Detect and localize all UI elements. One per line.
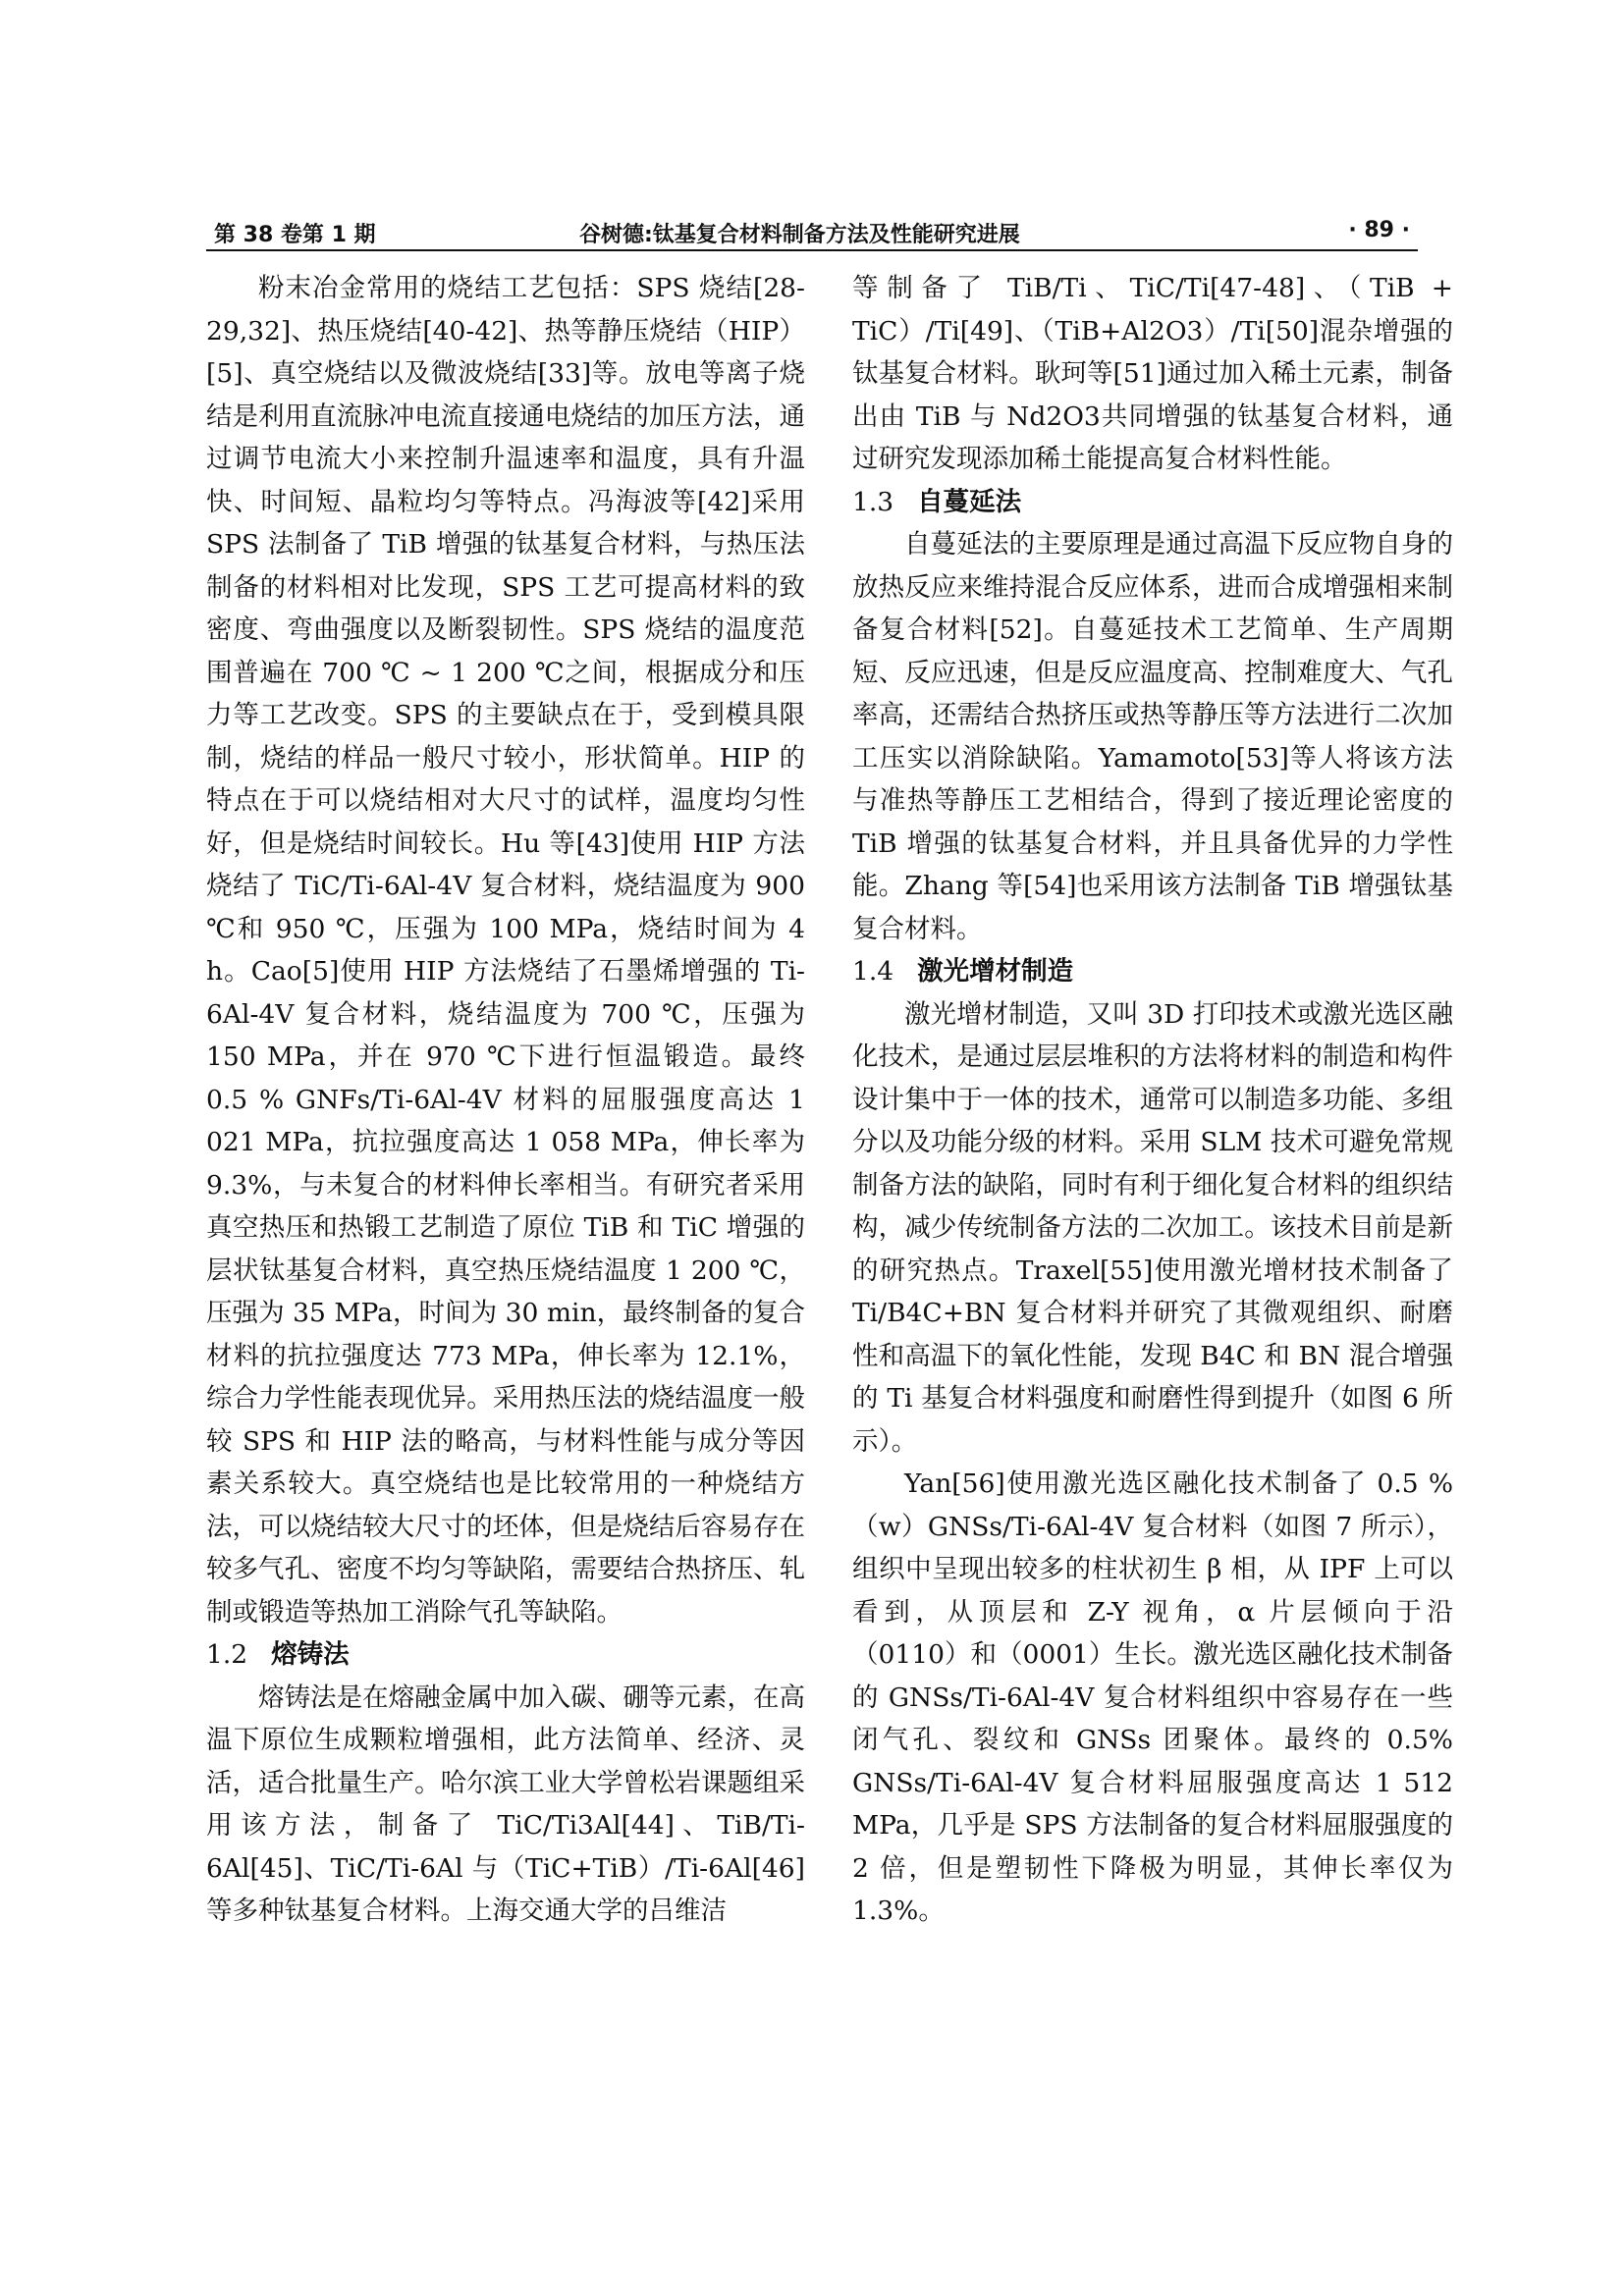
section-title: 自蔓延法	[917, 486, 1022, 517]
paragraph-shs: 自蔓延法的主要原理是通过高温下反应物自身的放热反应来维持混合反应体系，进而合成增强相来制备复合材料[52]。自蔓延技术工艺简单、生产周期短、反应迅速，但是反应温度高、控制难度大、气孔率高，还需结合热挤压或热等静压等方法进行二次加工压实以消除缺陷。Yamamoto[53]等人将该方法与准热等静压工艺相结合，得到了接近理论密度的 TiB 增强的钛基复合材料，并且具备优异的力学性能。Zhang 等[54]也采用该方法制备 TiB 增强钛基复合材料。	[852, 529, 1453, 944]
section-heading-1-3	[852, 481, 1453, 524]
left-column	[206, 267, 805, 1933]
right-column	[852, 267, 1453, 1933]
section-title: 激光增材制造	[917, 956, 1074, 987]
section-number: 1.3	[852, 486, 894, 517]
section-number: 1.2	[206, 1639, 248, 1670]
paragraph-powder-metallurgy: 粉末冶金常用的烧结工艺包括：SPS 烧结[28-29,32]、热压烧结[40-42]、热等静压烧结（HIP）[5]、真空烧结以及微波烧结[33]等。放电等离子烧结是利用直流脉冲电流直接通电烧结的加压方法，通过调节电流大小来控制升温速率和温度，具有升温快、时间短、晶粒均匀等特点。冯海波等[42]采用 SPS 法制备了 TiB 增强的钛基复合材料，与热压法制备的材料相对比发现，SPS 工艺可提高材料的致密度、弯曲强度以及断裂韧性。SPS 烧结的温度范围普遍在 700 ℃ ~ 1 200 ℃之间，根据成分和压力等工艺改变。SPS 的主要缺点在于，受到模具限制，烧结的样品一般尺寸较小，形状简单。HIP 的特点在于可以烧结相对大尺寸的试样，温度均匀性好，但是烧结时间较长。Hu 等[43]使用 HIP 方法烧结了 TiC/Ti-6Al-4V 复合材料，烧结温度为 900 ℃和 950 ℃，压强为 100 MPa，烧结时间为 4 h。Cao[5]使用 HIP 方法烧结了石墨烯增强的 Ti-6Al-4V 复合材料，烧结温度为 700 ℃，压强为 150 MPa，并在 970 ℃下进行恒温锻造。最终 0.5 % GNFs/Ti-6Al-4V 材料的屈服强度高达 1 021 MPa，抗拉强度高达 1 058 MPa，伸长率为 9.3%，与未复合的材料伸长率相当。有研究者采用真空热压和热锻工艺制造了原位 TiB 和 TiC 增强的层状钛基复合材料，真空热压烧结温度 1 200 ℃，压强为 35 MPa，时间为 30 min，最终制备的复合材料的抗拉强度达 773 MPa，伸长率为 12.1%，综合力学性能表现优异。采用热压法的烧结温度一般较 SPS 和 HIP 法的略高，与材料性能与成分等因素关系较大。真空烧结也是比较常用的一种烧结方法，可以烧结较大尺寸的坯体，但是烧结后容易存在较多气孔、密度不均匀等缺陷，需要结合热挤压、轧制或锻造等热加工消除气孔等缺陷。	[206, 273, 805, 1628]
header-rule	[206, 249, 1418, 251]
paragraph-yan-slm: Yan[56]使用激光选区融化技术制备了 0.5 %（w）GNSs/Ti-6Al-4V 复合材料（如图 7 所示），组织中呈现出较多的柱状初生 β 相，从 IPF 上可以看到，从顶层和 Z-Y 视角，α 片层倾向于沿（0110）和（0001）生长。激光选区融化技术制备的 GNSs/Ti-6Al-4V 复合材料组织中容易存在一些闭气孔、裂纹和 GNSs 团聚体。最终的 0.5% GNSs/Ti-6Al-4V 复合材料屈服强度高达 1 512 MPa，几乎是 SPS 方法制备的复合材料屈服强度的 2 倍，但是塑韧性下降极为明显，其伸长率仅为 1.3%。	[852, 1468, 1453, 1926]
section-heading-1-4	[852, 950, 1453, 993]
section-title: 熔铸法	[271, 1639, 350, 1670]
page-number: · 89 ·	[1348, 218, 1410, 242]
section-heading-1-2	[206, 1633, 805, 1677]
paragraph-continued: 等制备了 TiB/Ti、TiC/Ti[47-48]、（TiB + TiC）/Ti[49]、（TiB+Al2O3）/Ti[50]混杂增强的钛基复合材料。耿珂等[51]通过加入稀土元素，制备出由 TiB 与 Nd2O3共同增强的钛基复合材料，通过研究发现添加稀土能提高复合材料性能。	[852, 273, 1453, 474]
running-title: 谷树德:钛基复合材料制备方法及性能研究进展	[579, 223, 1020, 247]
paragraph-laser-am: 激光增材制造，又叫 3D 打印技术或激光选区融化技术，是通过层层堆积的方法将材料的制造和构件设计集中于一体的技术，通常可以制造多功能、多组分以及功能分级的材料。采用 SLM 技术可避免常规制备方法的缺陷，同时有利于细化复合材料的组织结构，减少传统制备方法的二次加工。该技术目前是新的研究热点。Traxel[55]使用激光增材技术制备了 Ti/B4C+BN 复合材料并研究了其微观组织、耐磨性和高温下的氧化性能，发现 B4C 和 BN 混合增强的 Ti 基复合材料强度和耐磨性得到提升（如图 6 所示）。	[852, 998, 1453, 1457]
paragraph-casting: 熔铸法是在熔融金属中加入碳、硼等元素，在高温下原位生成颗粒增强相，此方法简单、经济、灵活，适合批量生产。哈尔滨工业大学曾松岩课题组采用该方法，制备了 TiC/Ti3Al[44]、TiB/Ti-6Al[45]、TiC/Ti-6Al 与（TiC+TiB）/Ti-6Al[46]等多种钛基复合材料。上海交通大学的吕维洁	[206, 1682, 805, 1926]
running-header	[206, 212, 1418, 251]
section-number: 1.4	[852, 956, 894, 987]
journal-volume-issue: 第 38 卷第 1 期	[214, 223, 376, 247]
